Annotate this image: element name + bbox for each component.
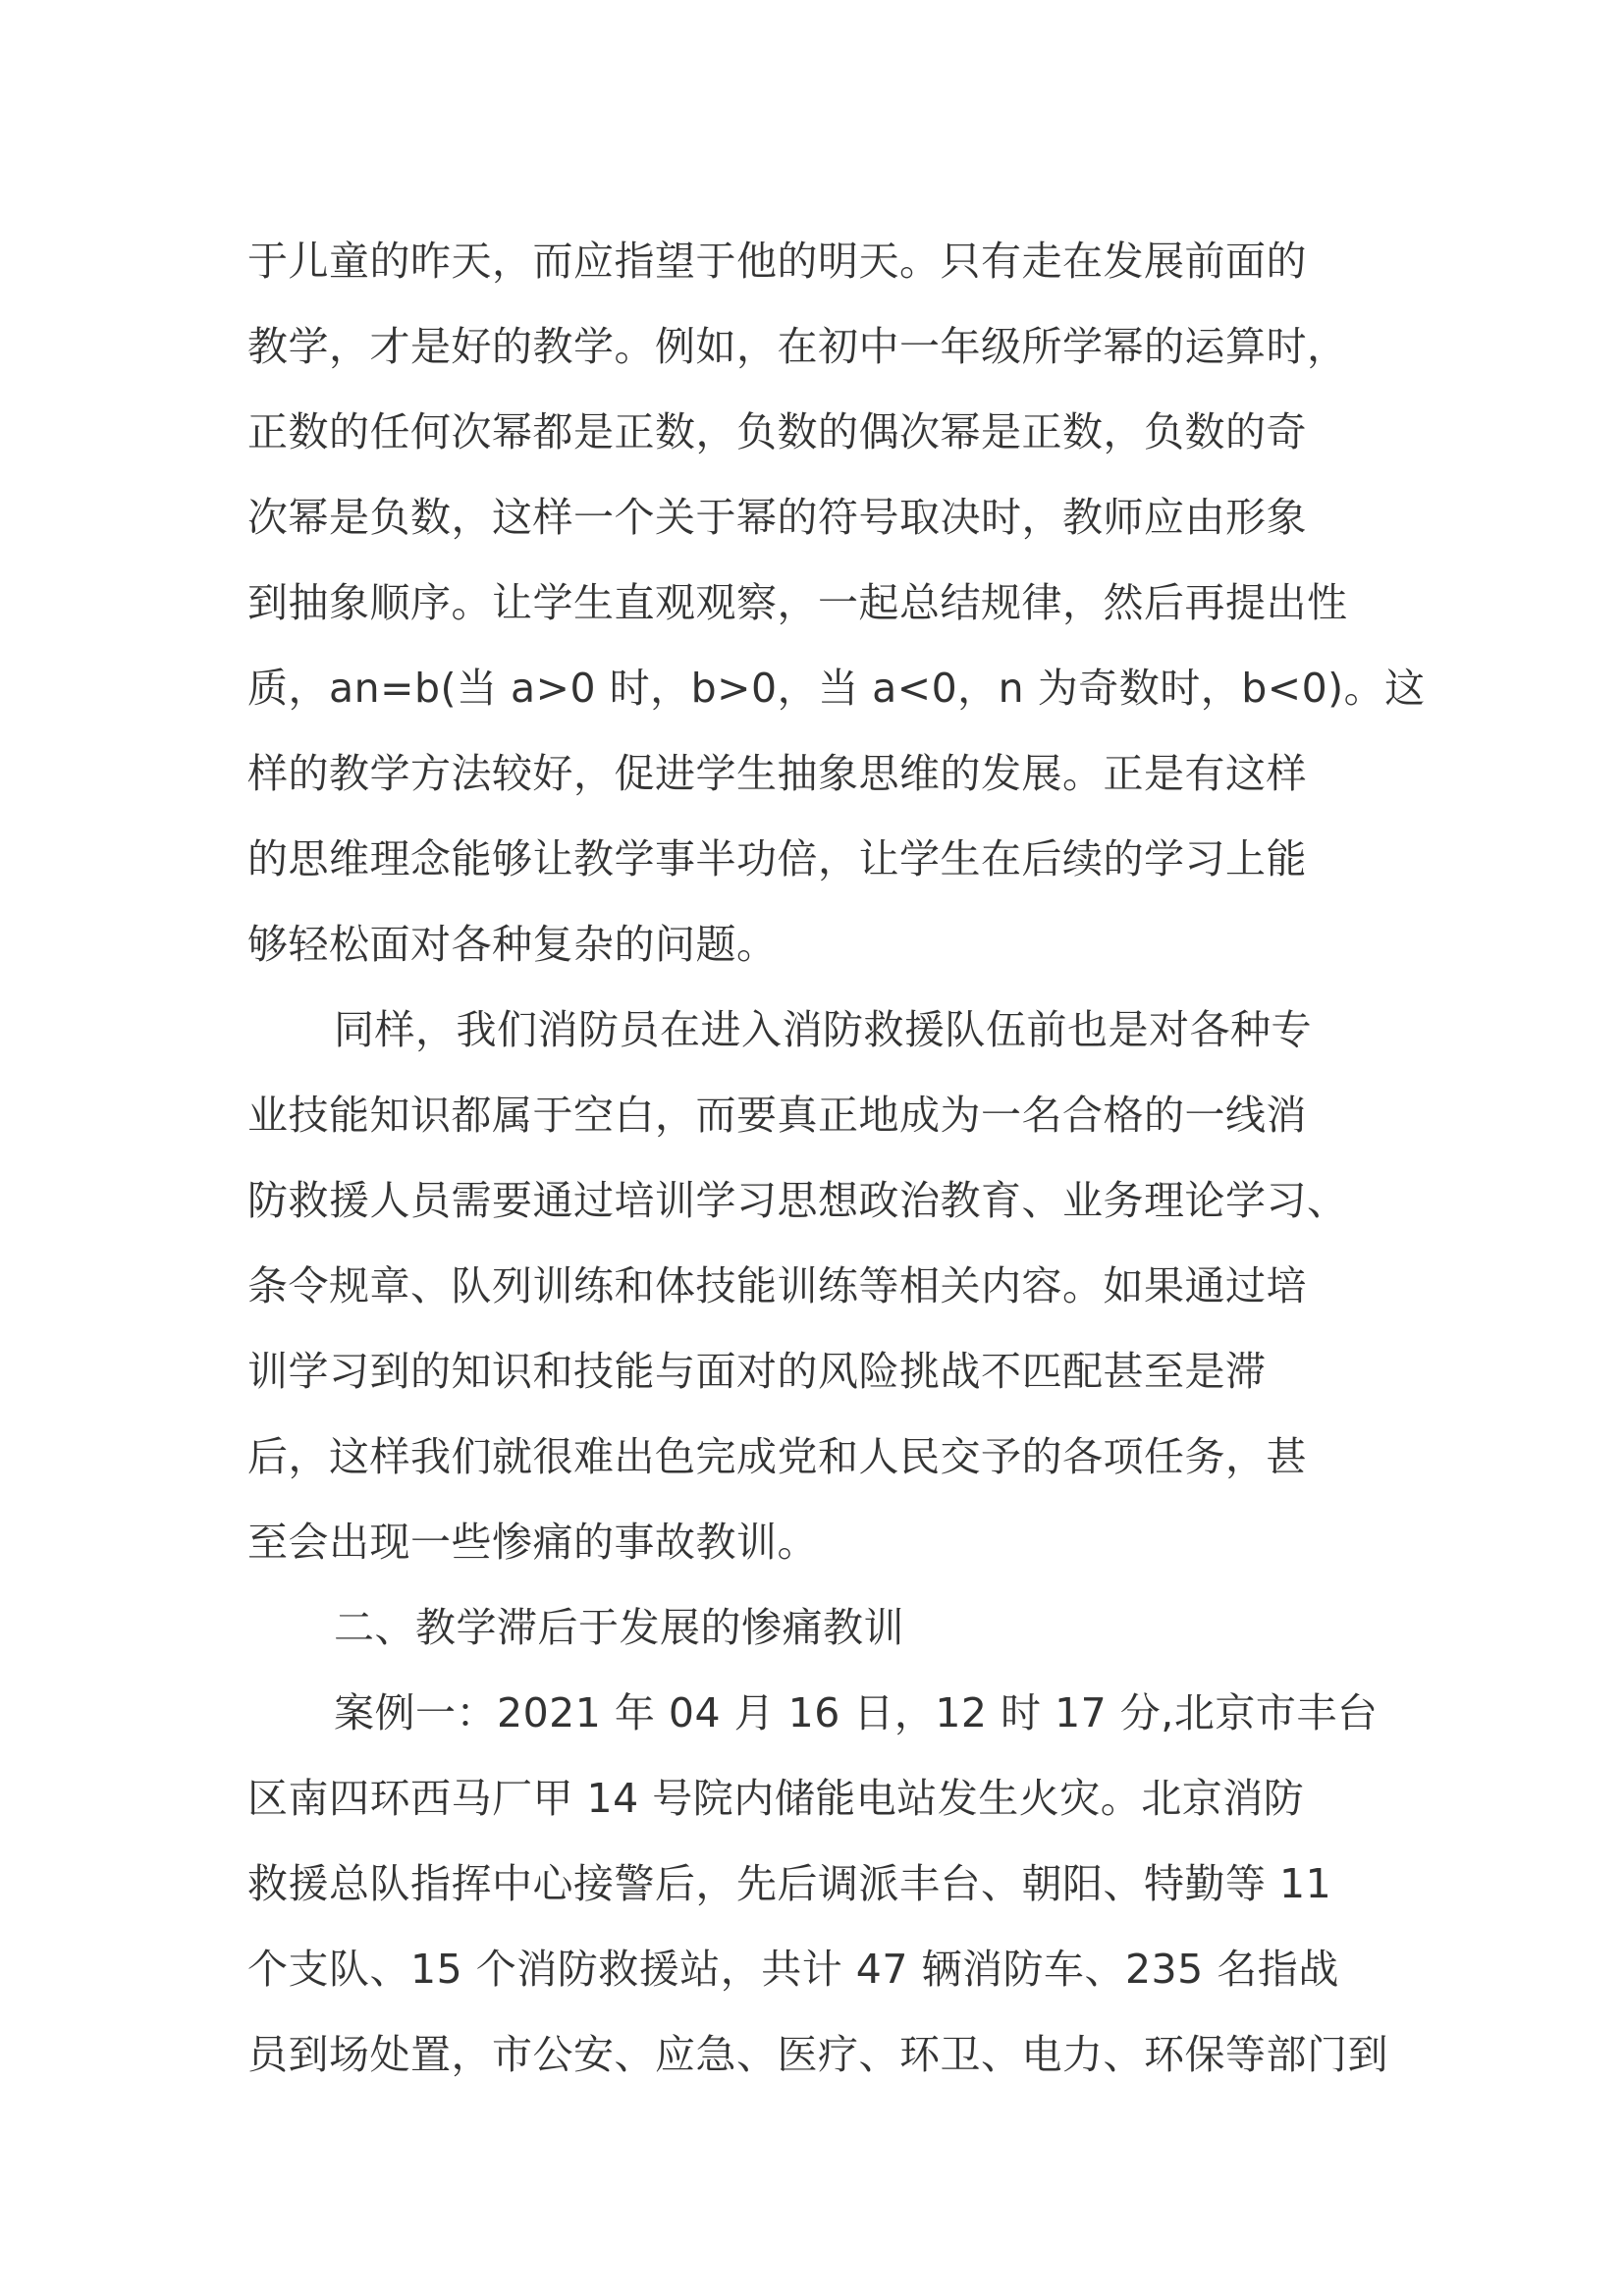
text-line: 样的教学方法较好，促进学生抽象思维的发展。正是有这样	[247, 750, 1307, 797]
paragraph-start-line: 案例一：2021 年 04 月 16 日，12 时 17 分,北京市丰台	[334, 1689, 1379, 1736]
text-line: 的思维理念能够让教学事半功倍，让学生在后续的学习上能	[247, 835, 1307, 882]
text-line: 区南四环西马厂甲 14 号院内储能电站发生火灾。北京消防	[247, 1775, 1305, 1822]
text-line: 员到场处置，市公安、应急、医疗、环卫、电力、环保等部门到	[247, 2031, 1388, 2078]
text-line: 个支队、15 个消防救援站，共计 47 辆消防车、235 名指战	[247, 1946, 1339, 1993]
text-line: 于儿童的昨天，而应指望于他的明天。只有走在发展前面的	[247, 238, 1307, 285]
paragraph-start-line: 同样，我们消防员在进入消防救援队伍前也是对各种专	[334, 1006, 1312, 1053]
text-line: 后，这样我们就很难出色完成党和人民交予的各项任务，甚	[247, 1433, 1307, 1480]
text-line: 教学，才是好的教学。例如，在初中一年级所学幂的运算时，	[247, 323, 1348, 370]
text-line: 质，an=b(当 a>0 时，b>0，当 a<0，n 为奇数时，b<0)。这	[247, 665, 1426, 712]
text-line: 条令规章、队列训练和体技能训练等相关内容。如果通过培	[247, 1262, 1307, 1309]
text-line: 正数的任何次幂都是正数，负数的偶次幂是正数，负数的奇	[247, 408, 1307, 455]
text-line: 业技能知识都属于空白，而要真正地成为一名合格的一线消	[247, 1092, 1307, 1139]
section-heading: 二、教学滞后于发展的惨痛教训	[334, 1604, 904, 1651]
body-text	[247, 219, 1426, 2098]
text-line: 次幂是负数，这样一个关于幂的符号取决时，教师应由形象	[247, 494, 1307, 541]
text-line: 训学习到的知识和技能与面对的风险挑战不匹配甚至是滞	[247, 1348, 1267, 1395]
text-line: 救援总队指挥中心接警后，先后调派丰台、朝阳、特勤等 11	[247, 1860, 1332, 1907]
text-line: 够轻松面对各种复杂的问题。	[247, 921, 778, 968]
text-line: 防救援人员需要通过培训学习思想政治教育、业务理论学习、	[247, 1177, 1348, 1224]
text-line: 至会出现一些惨痛的事故教训。	[247, 1519, 818, 1566]
text-line: 到抽象顺序。让学生直观观察，一起总结规律，然后再提出性	[247, 579, 1348, 626]
